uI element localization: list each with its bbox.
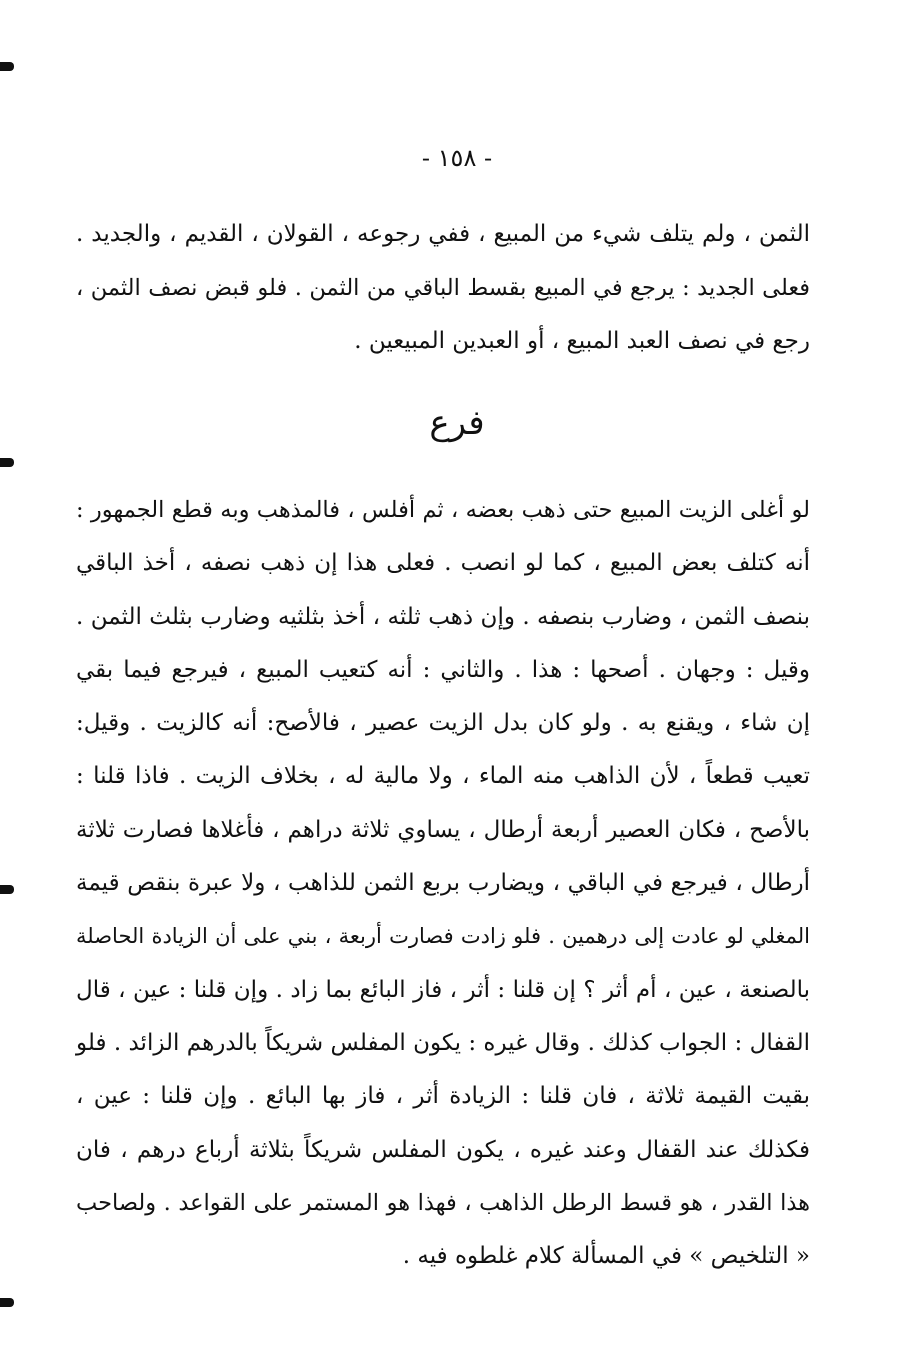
text-line: هذا القدر ، هو قسط الرطل الذاهب ، فهذا هو المستمر على القواعد . ولصاحب <box>76 1189 810 1216</box>
scan-edge-mark <box>0 1298 14 1307</box>
text-line: بقيت القيمة ثلاثة ، فان قلنا : الزيادة أثر ، فاز بها البائع . وإن قلنا : عين ، <box>76 1083 810 1110</box>
text-line: فعلى الجديد : يرجع في المبيع بقسط الباقي من الثمن . فلو قبض نصف الثمن ، <box>76 274 810 301</box>
page-number: - ١٥٨ - <box>421 144 493 172</box>
text-line: لو أغلى الزيت المبيع حتى ذهب بعضه ، ثم أفلس ، فالمذهب وبه قطع الجمهور : <box>76 497 811 523</box>
text-line: بالأصح ، فكان العصير أربعة أرطال ، يساوي ثلاثة دراهم ، فأغلاها فصارت ثلاثة <box>76 816 810 843</box>
text-line: القفال : الجواب كذلك . وقال غيره : يكون المفلس شريكاً بالدرهم الزائد . فلو <box>76 1029 810 1056</box>
text-line: تعيب قطعاً ، لأن الذاهب منه الماء ، ولا مالية له ، بخلاف الزيت . فاذا قلنا : <box>76 763 810 790</box>
body-paragraph <box>76 484 810 1283</box>
text-line: أنه كتلف بعض المبيع ، كما لو انصب . فعلى هذا إن ذهب نصفه ، أخذ الباقي <box>76 550 810 577</box>
scan-edge-mark <box>0 885 14 894</box>
text-line: بنصف الثمن ، وضارب بنصفه . وإن ذهب ثلثه ، أخذ بثلثيه وضارب بثلث الثمن . <box>76 603 810 630</box>
text-line: الثمن ، ولم يتلف شيء من المبيع ، ففي رجوعه ، القولان ، القديم ، والجديد . <box>76 221 810 247</box>
section-heading: فرع <box>429 403 485 443</box>
text-line: أرطال ، فيرجع في الباقي ، ويضارب بربع الثمن للذاهب ، ولا عبرة بنقص قيمة <box>76 870 810 897</box>
text-line: رجع في نصف العبد المبيع ، أو العبدين المبيعين . <box>354 328 810 354</box>
text-line: فكذلك عند القفال وعند غيره ، يكون المفلس شريكاً بثلاثة أرباع درهم ، فان <box>76 1136 810 1163</box>
text-line: إن شاء ، ويقنع به . ولو كان بدل الزيت عصير ، فالأصح: أنه كالزيت . وقيل: <box>76 710 810 737</box>
text-line: المغلي لو عادت إلى درهمين . فلو زادت فصارت أربعة ، بني على أن الزيادة الحاصلة <box>76 924 810 949</box>
text-line: وقيل : وجهان . أصحها : هذا . والثاني : أنه كتعيب المبيع ، فيرجع فيما بقي <box>76 656 810 683</box>
text-line: بالصنعة ، عين ، أم أثر ؟ إن قلنا : أثر ، فاز البائع بما زاد . وإن قلنا : عين ، قال <box>76 976 810 1003</box>
scan-edge-mark <box>0 458 14 467</box>
text-line: « التلخيص » في المسألة كلام غلطوه فيه . <box>402 1243 810 1270</box>
top-paragraph <box>76 208 810 369</box>
scan-edge-mark <box>0 62 14 71</box>
